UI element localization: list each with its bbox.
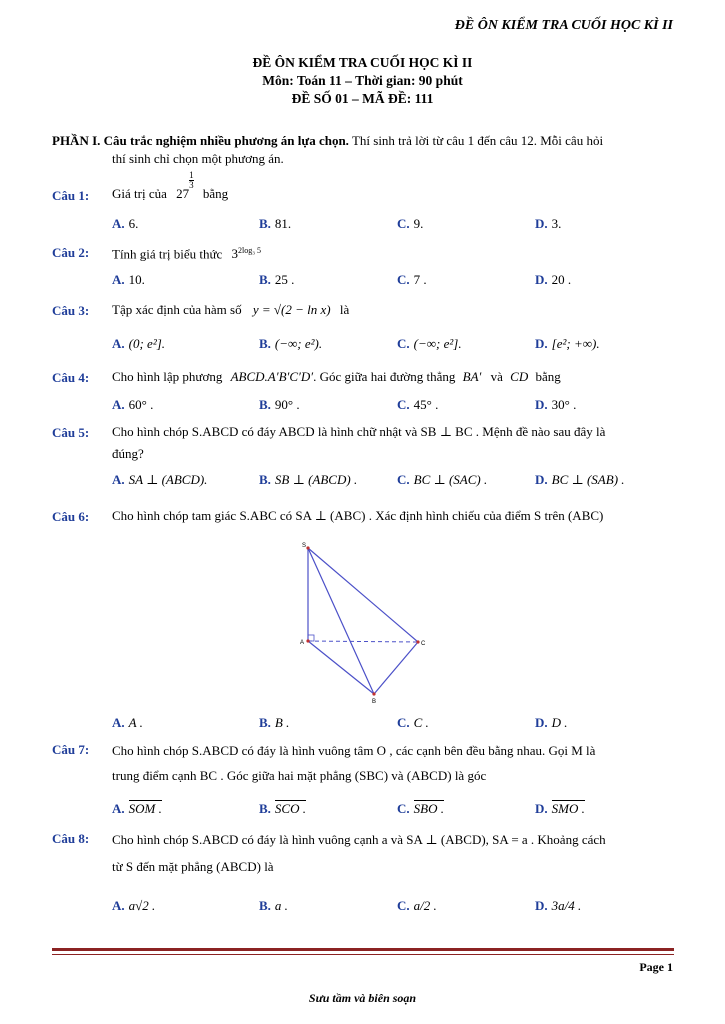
question-text xyxy=(112,170,674,211)
option-text: 7 . xyxy=(413,272,427,287)
edge-ac-hidden xyxy=(308,641,418,642)
option-text: SMO . xyxy=(551,801,585,816)
option-letter: B. xyxy=(259,336,271,351)
question-number: Câu 8: xyxy=(52,831,90,846)
option-text: B . xyxy=(274,715,290,730)
option-d[interactable] xyxy=(535,472,625,488)
option-letter: C. xyxy=(397,397,410,412)
option-letter: B. xyxy=(259,715,271,730)
q1-exp-num: 1 xyxy=(189,170,194,180)
question-number: Câu 3: xyxy=(52,303,90,318)
option-c[interactable] xyxy=(397,898,437,914)
option-letter: A. xyxy=(112,397,125,412)
option-letter: D. xyxy=(535,715,548,730)
option-d[interactable] xyxy=(535,715,568,731)
option-letter: D. xyxy=(535,898,548,913)
option-a[interactable] xyxy=(112,472,207,488)
option-text: SB ⊥ (ABCD) . xyxy=(274,472,358,487)
edge-sc xyxy=(308,548,418,642)
q1-tail: bằng xyxy=(202,186,229,201)
option-c[interactable] xyxy=(397,216,423,232)
q5-line2: đúng? xyxy=(112,446,144,461)
option-c[interactable] xyxy=(397,336,462,352)
question-text xyxy=(112,826,674,880)
label-s: S xyxy=(302,543,307,549)
option-text: SA ⊥ (ABCD). xyxy=(128,472,208,487)
question-text xyxy=(112,738,674,788)
q7-line2: trung điểm cạnh BC . Góc giữa hai mặt phẳng (SBC) và (ABCD) là góc xyxy=(112,768,487,783)
option-letter: A. xyxy=(112,336,125,351)
option-d[interactable] xyxy=(535,397,576,413)
question-number: Câu 7: xyxy=(52,742,90,757)
option-text: 3a/4 . xyxy=(551,898,582,913)
pyramid-figure xyxy=(290,538,440,708)
question-number: Câu 6: xyxy=(52,509,90,524)
option-a[interactable] xyxy=(112,272,145,288)
question-number: Câu 5: xyxy=(52,425,90,440)
option-b[interactable] xyxy=(259,272,294,288)
option-letter: B. xyxy=(259,216,271,231)
option-b[interactable] xyxy=(259,216,291,232)
option-letter: D. xyxy=(535,801,548,816)
option-text: D . xyxy=(551,715,568,730)
footer-credit: Sưu tầm và biên soạn xyxy=(308,991,417,1005)
option-a[interactable] xyxy=(112,801,162,817)
exam-title: ĐỀ ÔN KIỂM TRA CUỐI HỌC KÌ II xyxy=(252,55,473,70)
option-text: SOM . xyxy=(128,801,162,816)
option-letter: A. xyxy=(112,898,125,913)
edge-sb xyxy=(308,548,374,694)
q4-text3: và xyxy=(490,369,503,384)
q4-math3: CD xyxy=(510,369,529,384)
point-c xyxy=(416,640,419,643)
exam-code: ĐỀ SỐ 01 – MÃ ĐỀ: 111 xyxy=(291,91,434,106)
option-b[interactable] xyxy=(259,801,306,817)
part1-label: PHẦN I. Câu trắc nghiệm nhiều phương án lựa chọn. xyxy=(52,133,349,148)
option-letter: C. xyxy=(397,801,410,816)
q4-tail: bằng xyxy=(535,369,561,384)
question-text xyxy=(112,421,674,465)
option-text: A . xyxy=(128,715,143,730)
option-c[interactable] xyxy=(397,472,487,488)
edge-ab xyxy=(308,641,374,694)
q2-base: 3 xyxy=(231,246,239,262)
option-text: 45° . xyxy=(413,397,439,412)
option-letter: C. xyxy=(397,336,410,351)
option-text: BC ⊥ (SAB) . xyxy=(551,472,625,487)
option-c[interactable] xyxy=(397,801,444,817)
option-letter: A. xyxy=(112,272,125,287)
point-a xyxy=(306,639,309,642)
option-text: a√2 . xyxy=(128,898,156,913)
option-text: a/2 . xyxy=(413,898,437,913)
question-text xyxy=(112,366,674,388)
option-text: 30° . xyxy=(551,397,577,412)
footer-rule-thick xyxy=(52,948,674,951)
option-text: 90° . xyxy=(274,397,300,412)
option-letter: D. xyxy=(535,272,548,287)
edge-bc xyxy=(374,642,418,694)
q1-exp-den: 3 xyxy=(189,180,194,190)
option-text: 9. xyxy=(413,216,424,231)
q3-text: Tập xác định của hàm số xyxy=(112,302,242,317)
q3-tail: là xyxy=(339,302,350,317)
option-text: 25 . xyxy=(274,272,295,287)
option-letter: C. xyxy=(397,216,410,231)
option-text: BC ⊥ (SAC) . xyxy=(413,472,488,487)
option-text: C . xyxy=(413,715,429,730)
option-text: SBO . xyxy=(413,801,444,816)
option-a[interactable] xyxy=(112,397,153,413)
option-letter: B. xyxy=(259,397,271,412)
q1-base: 27 xyxy=(176,186,190,201)
question-number: Câu 1: xyxy=(52,188,90,203)
option-c[interactable] xyxy=(397,272,427,288)
option-letter: B. xyxy=(259,272,271,287)
option-text: (0; e²]. xyxy=(128,336,166,351)
option-text: 6. xyxy=(128,216,139,231)
point-b xyxy=(372,692,375,695)
option-letter: A. xyxy=(112,715,125,730)
q2-text: Tính giá trị biểu thức xyxy=(112,246,223,262)
point-s xyxy=(306,546,309,549)
option-text: (−∞; e²]. xyxy=(413,336,462,351)
option-b[interactable] xyxy=(259,397,300,413)
option-b[interactable] xyxy=(259,715,289,731)
option-text: [e²; +∞). xyxy=(551,336,600,351)
option-a[interactable] xyxy=(112,336,165,352)
part1-heading xyxy=(52,130,674,151)
footer-rule-thin xyxy=(52,954,674,955)
option-text: 20 . xyxy=(551,272,572,287)
q4-math2: BA′ xyxy=(462,369,482,384)
option-d[interactable] xyxy=(535,336,600,352)
option-letter: D. xyxy=(535,336,548,351)
option-text: 3. xyxy=(551,216,562,231)
option-d[interactable] xyxy=(535,272,571,288)
q4-math: ABCD.A′B′C′D′ xyxy=(230,369,314,384)
option-text: 60° . xyxy=(128,397,154,412)
option-letter: A. xyxy=(112,801,125,816)
q8-line1: Cho hình chóp S.ABCD có đáy là hình vuông cạnh a và SA ⊥ (ABCD), SA = a . Khoảng cách xyxy=(112,832,606,847)
option-letter: B. xyxy=(259,898,271,913)
option-text: 10. xyxy=(128,272,145,287)
page-number: Page 1 xyxy=(639,960,673,974)
option-d[interactable] xyxy=(535,898,581,914)
part1-instruction: Thí sinh trả lời từ câu 1 đến câu 12. Mỗi câu hỏi xyxy=(351,133,604,148)
option-text: 81. xyxy=(274,216,292,231)
option-text: a . xyxy=(274,898,288,913)
option-letter: D. xyxy=(535,397,548,412)
q5-line1: Cho hình chóp S.ABCD có đáy ABCD là hình chữ nhật và SB ⊥ BC . Mệnh đề nào sau đây là xyxy=(112,424,606,439)
q3-math: y = √(2 − ln x) xyxy=(252,302,331,317)
label-c: C xyxy=(421,641,426,647)
option-c[interactable] xyxy=(397,715,429,731)
question-text: Cho hình chóp tam giác S.ABC có SA ⊥ (ABC) . Xác định hình chiếu của điểm S trên (ABC) xyxy=(112,508,604,523)
running-header: ĐỀ ÔN KIỂM TRA CUỐI HỌC KÌ II xyxy=(454,18,673,33)
option-b[interactable] xyxy=(259,336,322,352)
option-text: (−∞; e²). xyxy=(274,336,323,351)
option-c[interactable] xyxy=(397,397,438,413)
q4-text: Cho hình lập phương xyxy=(112,369,223,384)
option-letter: C. xyxy=(397,272,410,287)
option-text: SCO . xyxy=(274,801,306,816)
question-number: Câu 4: xyxy=(52,370,90,385)
option-letter: A. xyxy=(112,472,125,487)
option-a[interactable] xyxy=(112,216,138,232)
label-b: B xyxy=(372,699,377,705)
option-letter: B. xyxy=(259,801,271,816)
option-d[interactable] xyxy=(535,216,561,232)
question-text xyxy=(112,299,674,321)
q1-math xyxy=(176,170,197,201)
option-d[interactable] xyxy=(535,801,585,817)
question-number: Câu 2: xyxy=(52,245,90,260)
exam-subject: Môn: Toán 11 – Thời gian: 90 phút xyxy=(262,73,463,88)
option-a[interactable] xyxy=(112,715,143,731)
option-letter: C. xyxy=(397,472,410,487)
q1-text: Giá trị của xyxy=(112,186,167,201)
option-a[interactable] xyxy=(112,898,155,914)
option-letter: C. xyxy=(397,898,410,913)
question-text xyxy=(112,240,674,265)
option-b[interactable] xyxy=(259,898,288,914)
label-a: A xyxy=(300,640,305,646)
option-letter: A. xyxy=(112,216,125,231)
option-letter: C. xyxy=(397,715,410,730)
option-letter: D. xyxy=(535,472,548,487)
q7-line1: Cho hình chóp S.ABCD có đáy là hình vuông tâm O , các cạnh bên đều bằng nhau. Gọi M là xyxy=(112,743,596,758)
q4-text2: . Góc giữa hai đường thẳng xyxy=(313,369,456,384)
q2-exp: 2log₃ 5 xyxy=(238,246,262,255)
option-letter: D. xyxy=(535,216,548,231)
q8-line2: từ S đến mặt phẳng (ABCD) là xyxy=(112,859,274,874)
option-b[interactable] xyxy=(259,472,357,488)
part1-instruction-2: thí sinh chỉ chọn một phương án. xyxy=(112,151,284,166)
option-letter: B. xyxy=(259,472,271,487)
